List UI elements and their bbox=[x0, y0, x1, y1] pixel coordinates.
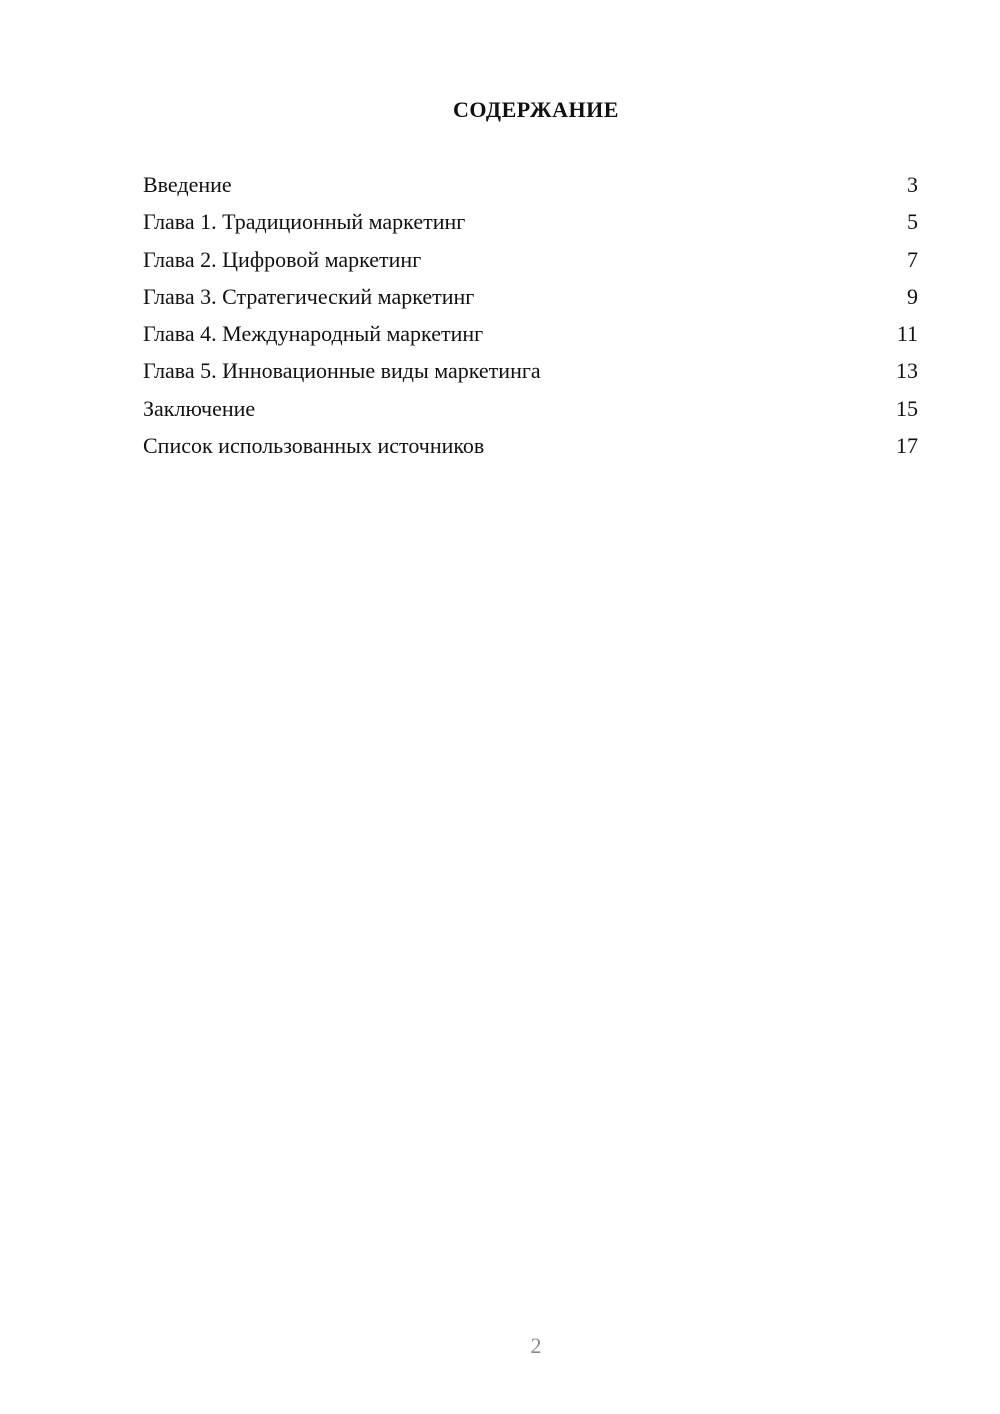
toc-entry-label: Глава 2. Цифровой маркетинг bbox=[143, 246, 422, 272]
toc-entry-label: Заключение bbox=[143, 395, 256, 421]
table-of-contents bbox=[143, 170, 918, 468]
toc-entry-page: 11 bbox=[896, 321, 918, 347]
toc-entry-chapter-3 bbox=[143, 282, 918, 319]
toc-entry-label: Глава 3. Стратегический маркетинг bbox=[143, 283, 475, 309]
toc-entry-page: 13 bbox=[896, 358, 918, 384]
toc-entry-label: Глава 1. Традиционный маркетинг bbox=[143, 209, 466, 235]
toc-entry-references bbox=[143, 431, 918, 468]
toc-entry-label: Список использованных источников bbox=[143, 433, 485, 459]
page-title: СОДЕРЖАНИЕ bbox=[453, 97, 619, 122]
toc-entry-page: 15 bbox=[896, 395, 918, 421]
toc-entry-page: 5 bbox=[907, 209, 918, 235]
toc-entry-label: Глава 5. Инновационные виды маркетинга bbox=[143, 358, 541, 384]
toc-entry-conclusion bbox=[143, 394, 918, 431]
toc-entry-introduction bbox=[143, 170, 918, 207]
toc-entry-label: Глава 4. Международный маркетинг bbox=[143, 321, 484, 347]
toc-entry-page: 7 bbox=[907, 246, 918, 272]
toc-entry-label: Введение bbox=[143, 172, 232, 197]
toc-entry-chapter-4 bbox=[143, 319, 918, 356]
toc-entry-chapter-2 bbox=[143, 245, 918, 282]
toc-entry-page: 9 bbox=[907, 283, 918, 309]
toc-entry-chapter-5 bbox=[143, 356, 918, 393]
toc-entry-page: 17 bbox=[896, 433, 918, 459]
toc-entry-page: 3 bbox=[907, 172, 918, 197]
toc-entry-chapter-1 bbox=[143, 207, 918, 244]
page-number: 2 bbox=[530, 1333, 542, 1358]
